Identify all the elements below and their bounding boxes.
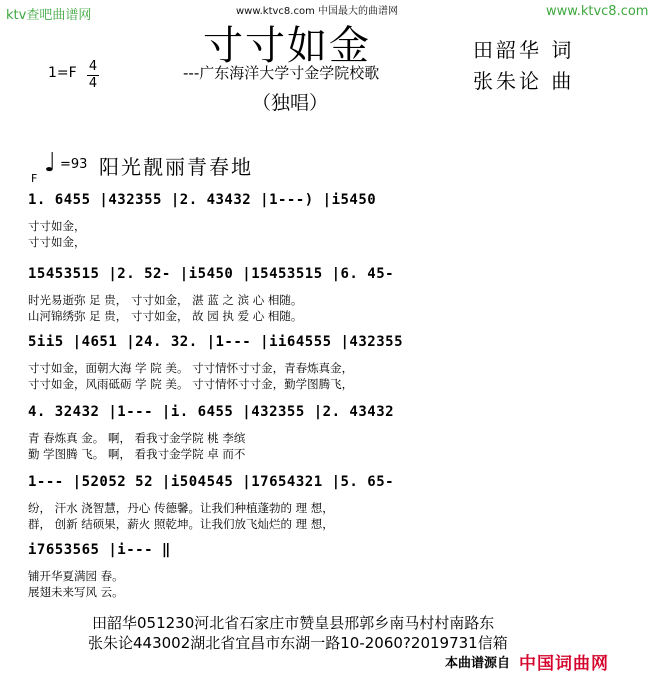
score-line-3-lyrics-1: 寸寸如金，面朝大海 学 院 美。 寸寸情怀寸寸金，青春炼真金， bbox=[28, 361, 354, 375]
score-line-2-lyrics-2: 山河锦绣弥 足 贵， 寸寸如金， 故 园 执 爱 心 相随。 bbox=[28, 309, 303, 323]
lyricist-contact: 田韶华051230河北省石家庄市赞皇县邢郭乡南马村村南路东 bbox=[92, 614, 495, 632]
score-line-6-lyrics-2: 展翅未来写风 云。 bbox=[28, 585, 124, 599]
score-line-3-lyrics-2: 寸寸如金，风雨砥砺 学 院 美。 寸寸情怀寸寸金，勤学图腾飞， bbox=[28, 377, 354, 391]
score-line-4-lyrics-1: 青 春炼真 金。 啊， 看我寸金学院 桃 李缤 bbox=[28, 431, 246, 445]
song-subtitle: ---广东海洋大学寸金学院校歌 bbox=[183, 64, 380, 82]
quarter-note-icon: ♩ bbox=[44, 148, 57, 178]
score-line-1-lyrics-2: 寸寸如金， bbox=[28, 235, 86, 249]
composer-credit: 张朱论 曲 bbox=[473, 69, 575, 93]
score-line-4-notes: 4. 32432 |1--- |i. 6455 |432355 |2. 43432 bbox=[28, 404, 395, 420]
watermark-left: ktv查吧曲谱网 bbox=[6, 8, 92, 23]
lyricist-credit: 田韶华 词 bbox=[473, 38, 575, 62]
source-label: 本曲谱源自 bbox=[445, 656, 511, 671]
composer-contact: 张朱论443002湖北省宜昌市东湖一路10-2060?2019731信箱 bbox=[88, 634, 508, 652]
time-signature-denominator: 4 bbox=[88, 76, 98, 91]
score-line-5-notes: 1--- |52052 52 |i504545 |17654321 |5. 65- bbox=[28, 474, 395, 490]
score-line-3-notes: 5ii5 |4651 |24. 32. |1--- |ii64555 |432355 bbox=[28, 334, 404, 350]
performance-mode: （独唱） bbox=[252, 92, 329, 114]
key-flag: F bbox=[31, 172, 38, 185]
score-line-1-notes: 1. 6455 |432355 |2. 43432 |1---) |i5450 bbox=[28, 192, 377, 208]
time-signature bbox=[86, 60, 100, 91]
score-line-1-lyrics-1: 寸寸如金， bbox=[28, 219, 86, 233]
score-line-5-lyrics-1: 纷， 汗水 浇智慧，丹心 传德馨。让我们种植蓬勃的 理 想， bbox=[28, 501, 334, 515]
score-line-6-lyrics-1: 铺开华夏满园 春。 bbox=[28, 569, 124, 583]
key-signature: 1=F bbox=[48, 65, 77, 81]
watermark-center: www.ktvc8.com 中国最大的曲谱网 bbox=[236, 6, 399, 17]
score-line-2-notes: 15453515 |2. 52- |i5450 |15453515 |6. 45- bbox=[28, 266, 395, 282]
watermark-right: www.ktvc8.com bbox=[546, 4, 649, 19]
source-site-logo: 中国词曲网 bbox=[519, 654, 609, 674]
tempo-value: =93 bbox=[60, 157, 88, 172]
score-line-2-lyrics-1: 时光易逝弥 足 贵， 寸寸如金， 湛 蓝 之 滨 心 相随。 bbox=[28, 293, 303, 307]
score-line-4-lyrics-2: 勤 学图腾 飞。 啊， 看我寸金学院 卓 而不 bbox=[28, 447, 246, 461]
score-line-5-lyrics-2: 群， 创新 结硕果，薪火 照乾坤。让我们放飞灿烂的 理 想， bbox=[28, 517, 334, 531]
time-signature-numerator: 4 bbox=[88, 59, 98, 74]
score-line-6-notes: i7653565 |i--- ‖ bbox=[28, 542, 171, 558]
song-title: 寸寸如金 bbox=[203, 23, 371, 69]
tempo-expression: 阳光靓丽青春地 bbox=[99, 155, 253, 179]
